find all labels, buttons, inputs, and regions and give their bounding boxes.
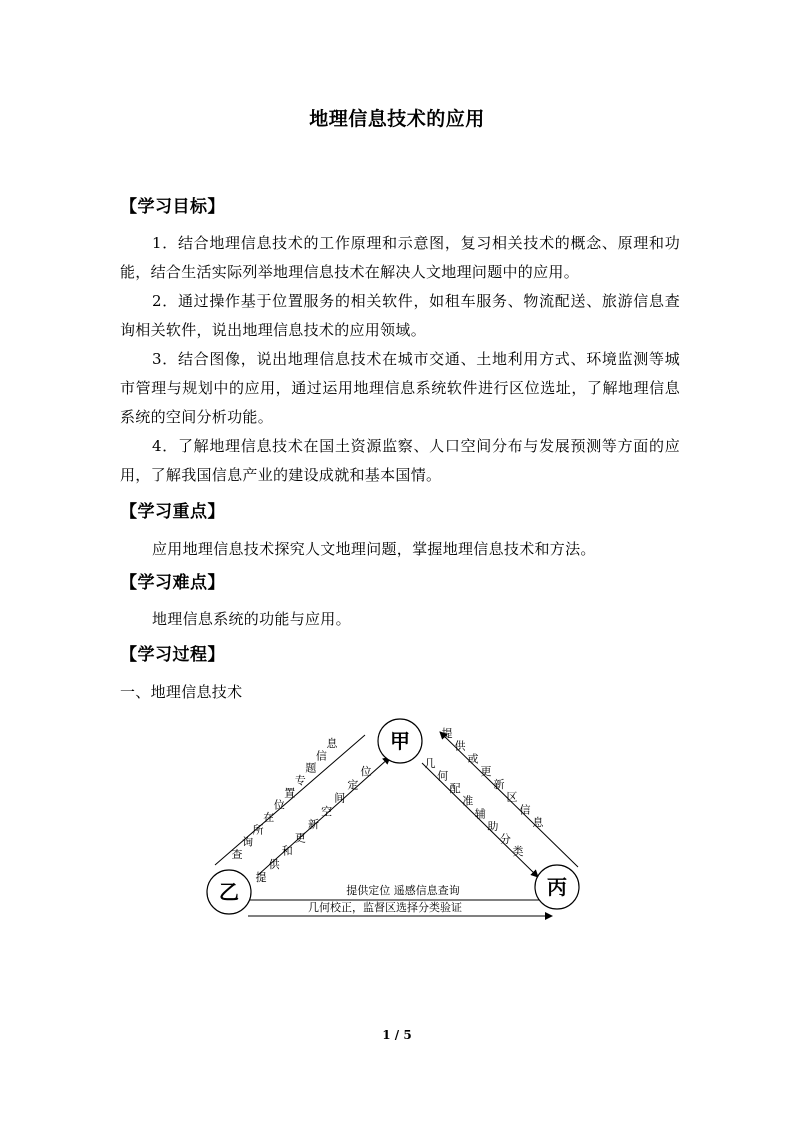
label-left-outer-char: 置 [284,786,296,800]
node-jia [378,719,422,763]
label-left-inner-char: 供 [268,857,280,871]
label-right-outer [442,726,545,829]
label-left-outer-char: 专 [294,774,306,787]
label-right-inner [425,757,524,858]
process-heading: 【学习过程】 [120,645,225,665]
label-left-outer-char: 查 [231,848,243,861]
label-left-inner-char: 定 [347,778,359,792]
node-bing-label: 丙 [547,875,567,899]
node-bing [535,865,579,909]
label-left-inner-char: 提 [255,871,267,884]
label-left-inner-char: 位 [360,765,372,778]
learning-goals-heading: 【学习目标】 [120,197,225,217]
goal-item-4: 4．了解地理信息技术在国土资源监察、人口空间分布与发展预测等方面的应用，了解我国信息产业的建设成就和基本国情。 [120,437,680,484]
label-left-inner-char: 新 [308,818,319,831]
label-left-inner-char: 空 [321,804,333,818]
label-left-outer-char: 所 [252,823,264,837]
label-left-inner-char: 更 [294,831,306,845]
difficulty-text: 地理信息系统的功能与应用。 [152,610,351,628]
label-left-outer [232,736,339,861]
label-right-inner-char: 配 [449,782,461,796]
node-yi-label: 乙 [219,880,239,904]
label-left-outer-char: 在 [263,811,275,824]
label-right-inner-char: 分 [499,832,511,846]
node-jia-label: 甲 [390,729,410,753]
label-left-inner [256,765,372,884]
label-left-outer-char: 息 [326,737,338,750]
label-left-inner-char: 间 [334,791,346,805]
label-right-inner-char: 辅 [474,807,486,821]
page-title: 地理信息技术的应用 [309,108,485,130]
label-left-outer-char: 信 [315,749,327,763]
goal-item-3: 3．结合图像，说出地理信息技术在城市交通、土地利用方式、环境监测等城市管理与规划中的应用，通过运用地理信息系统软件进行区位选址，了解地理信息系统的空间分析功能。 [120,350,680,426]
label-right-inner-char: 何 [437,769,449,783]
label-left-outer-char: 询 [242,835,254,849]
label-right-outer-char: 更 [480,765,492,779]
goal-item-1: 1．结合地理信息技术的工作原理和示意图，复习相关技术的概念、原理和功能，结合生活实际列举地理信息技术在解决人文地理问题中的应用。 [120,234,680,281]
label-left-inner-char: 和 [281,844,293,858]
key-points-text: 应用地理信息技术探究人文地理问题，掌握地理信息技术和方法。 [152,540,596,558]
difficulty-heading: 【学习难点】 [120,573,225,593]
subsection-geo-info-tech: 一、地理信息技术 [120,683,243,701]
label-right-outer-char: 提 [441,727,453,740]
key-points-heading: 【学习重点】 [120,502,225,522]
label-right-outer-char: 区 [506,790,518,804]
label-right-inner-char: 几 [424,757,436,770]
geo-tech-triangle-diagram [200,705,600,925]
label-left-outer-char: 位 [273,798,285,812]
label-right-outer-char: 新 [493,777,505,791]
node-yi [207,870,251,914]
label-right-inner-char: 助 [487,819,499,833]
label-right-outer-char: 供 [454,739,466,753]
label-bottom-upper: 提供定位 遥感信息查询 [346,884,460,897]
label-bottom-lower: 几何校正，监督区选择分类验证 [308,901,462,914]
label-right-outer-char: 信 [519,803,531,817]
label-right-inner-char: 准 [462,794,474,808]
page-number: 1 / 5 [382,1028,412,1042]
label-right-outer-char: 息 [532,816,544,829]
label-left-outer-char: 题 [305,761,317,775]
label-right-outer-char: 或 [467,752,479,766]
label-right-inner-char: 类 [512,845,524,858]
goal-item-2: 2．通过操作基于位置服务的相关软件，如租车服务、物流配送、旅游信息查询相关软件，说出地理信息技术的应用领域。 [120,292,680,339]
